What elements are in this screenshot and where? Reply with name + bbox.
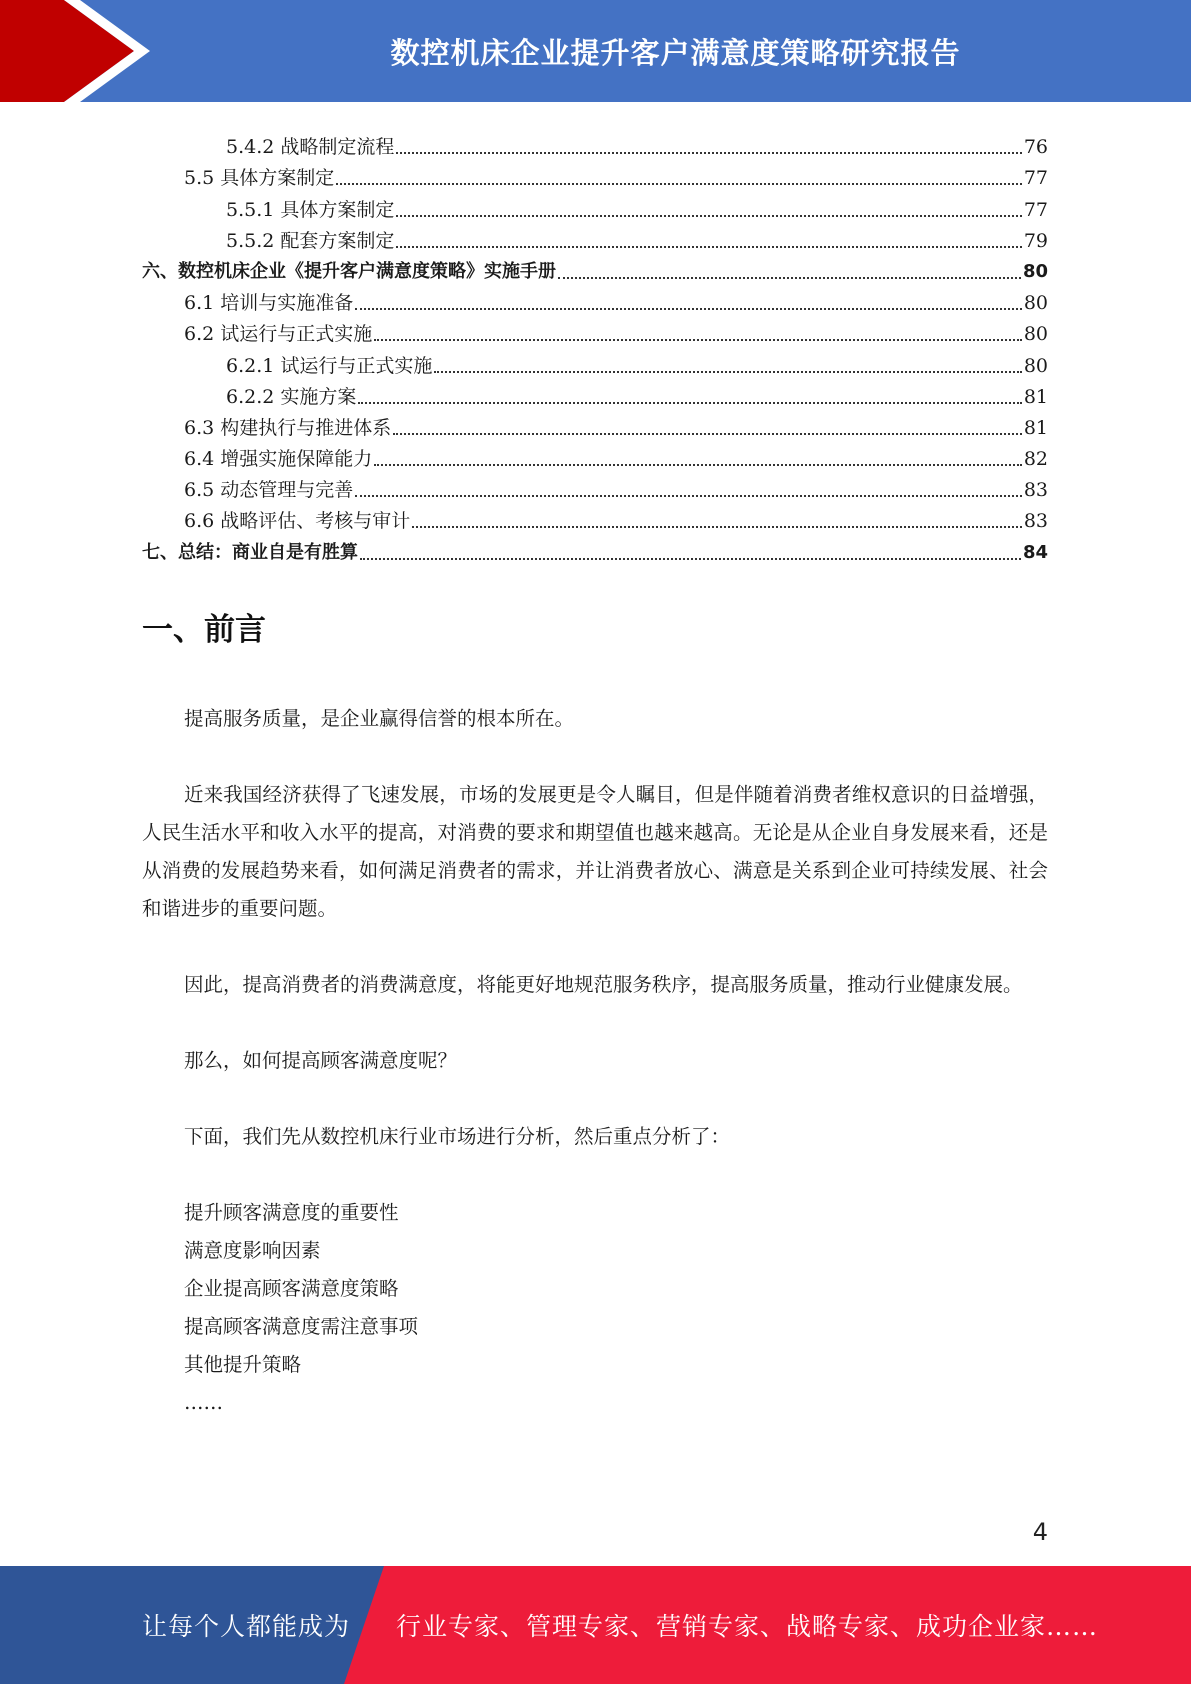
- toc-entry-label: 6.6 战略评估、考核与审计: [184, 510, 411, 533]
- toc-entry-page: 81: [1023, 385, 1048, 408]
- page-number: 4: [1032, 1518, 1048, 1546]
- toc-entry-label: 5.4.2 战略制定流程: [226, 136, 395, 159]
- toc-entry-label: 5.5 具体方案制定: [184, 167, 335, 190]
- toc-entry[interactable]: [142, 409, 1048, 440]
- toc-entry-label: 5.5.2 配套方案制定: [226, 229, 395, 252]
- toc-entry-label: 6.3 构建执行与推进体系: [184, 416, 392, 439]
- paragraph-5: 下面，我们先从数控机床行业市场进行分析，然后重点分析了：: [184, 1125, 731, 1148]
- toc-dot-leader: [434, 371, 1021, 373]
- toc-entry-page: 77: [1023, 198, 1048, 221]
- footer-slogan-left: 让每个人都能成为: [142, 1612, 351, 1641]
- toc-entry[interactable]: [142, 346, 1048, 377]
- table-of-contents: [142, 128, 1048, 565]
- toc-entry[interactable]: [142, 502, 1048, 533]
- toc-dot-leader: [355, 308, 1022, 310]
- toc-entry-label: 6.5 动态管理与完善: [184, 479, 354, 502]
- toc-dot-leader: [412, 526, 1022, 528]
- toc-dot-leader: [558, 277, 1021, 279]
- section-heading: 一、前言: [142, 612, 266, 648]
- toc-entry-label: 5.5.1 具体方案制定: [226, 198, 395, 221]
- toc-entry-page: 76: [1023, 136, 1048, 159]
- toc-entry[interactable]: [142, 284, 1048, 315]
- paragraph-4: 那么，如何提高顾客满意度呢？: [184, 1049, 458, 1072]
- toc-entry[interactable]: [142, 533, 1048, 564]
- toc-entry-page: 81: [1023, 416, 1048, 439]
- toc-entry-page: 80: [1023, 354, 1048, 377]
- toc-dot-leader: [374, 464, 1022, 466]
- toc-entry-page: 83: [1023, 479, 1048, 502]
- toc-entry-page: 80: [1023, 292, 1048, 315]
- body-text: [142, 700, 1048, 1422]
- toc-entry[interactable]: [142, 315, 1048, 346]
- toc-dot-leader: [358, 402, 1021, 404]
- toc-dot-leader: [374, 339, 1022, 341]
- toc-dot-leader: [396, 246, 1021, 248]
- toc-entry[interactable]: [142, 471, 1048, 502]
- toc-entry[interactable]: [142, 222, 1048, 253]
- list-item: 提升顾客满意度的重要性: [184, 1201, 399, 1224]
- paragraph-2: 近来我国经济获得了飞速发展，市场的发展更是令人瞩目，但是伴随着消费者维权意识的日益增强，人民生活水平和收入水平的提高，对消费的要求和期望值也越来越高。无论是从企业自身发展来看，还是从消费的发展趋势来看，如何满足消费者的需求，并让消费者放心、满意是关系到企业可持续发展、社会和谐进步的重要问题。: [142, 783, 1048, 920]
- toc-entry-page: 80: [1022, 260, 1048, 282]
- toc-entry-label: 6.2.1 试运行与正式实施: [226, 354, 433, 377]
- footer-slogan-right: 行业专家、管理专家、营销专家、战略专家、成功企业家……: [396, 1612, 1099, 1641]
- paragraph-1: 提高服务质量，是企业赢得信誉的根本所在。: [184, 707, 575, 730]
- toc-entry-label: 6.4 增强实施保障能力: [184, 448, 373, 471]
- toc-entry-label: 6.2 试运行与正式实施: [184, 323, 373, 346]
- page-header: [0, 0, 1191, 110]
- list-item: 其他提升策略: [184, 1353, 302, 1376]
- list-item: 提高顾客满意度需注意事项: [184, 1315, 419, 1338]
- toc-entry-label: 6.1 培训与实施准备: [184, 292, 354, 315]
- toc-entry-label: 七、总结：商业自是有胜算: [142, 541, 358, 563]
- toc-dot-leader: [396, 215, 1021, 217]
- toc-entry-page: 83: [1023, 510, 1048, 533]
- toc-dot-leader: [336, 183, 1022, 185]
- toc-entry[interactable]: [142, 159, 1048, 190]
- toc-entry-label: 6.2.2 实施方案: [226, 385, 357, 408]
- header-title: 数控机床企业提升客户满意度策略研究报告: [390, 35, 961, 70]
- toc-entry[interactable]: [142, 378, 1048, 409]
- toc-entry[interactable]: [142, 190, 1048, 221]
- toc-entry-page: 79: [1023, 229, 1048, 252]
- toc-entry-label: 六、数控机床企业《提升客户满意度策略》实施手册: [142, 260, 556, 282]
- page-footer: [0, 1566, 1191, 1684]
- toc-dot-leader: [355, 495, 1022, 497]
- toc-dot-leader: [396, 152, 1021, 154]
- toc-entry-page: 80: [1023, 323, 1048, 346]
- list-item: 满意度影响因素: [184, 1239, 321, 1262]
- toc-entry[interactable]: [142, 253, 1048, 284]
- toc-entry-page: 82: [1023, 448, 1048, 471]
- list-item: ……: [184, 1391, 223, 1414]
- toc-entry[interactable]: [142, 440, 1048, 471]
- toc-entry[interactable]: [142, 128, 1048, 159]
- paragraph-3: 因此，提高消费者的消费满意度，将能更好地规范服务秩序，提高服务质量，推动行业健康发展。: [184, 973, 1023, 996]
- toc-entry-page: 77: [1023, 167, 1048, 190]
- toc-entry-page: 84: [1022, 541, 1048, 563]
- list-item: 企业提高顾客满意度策略: [184, 1277, 399, 1300]
- toc-dot-leader: [360, 558, 1021, 560]
- toc-dot-leader: [393, 433, 1022, 435]
